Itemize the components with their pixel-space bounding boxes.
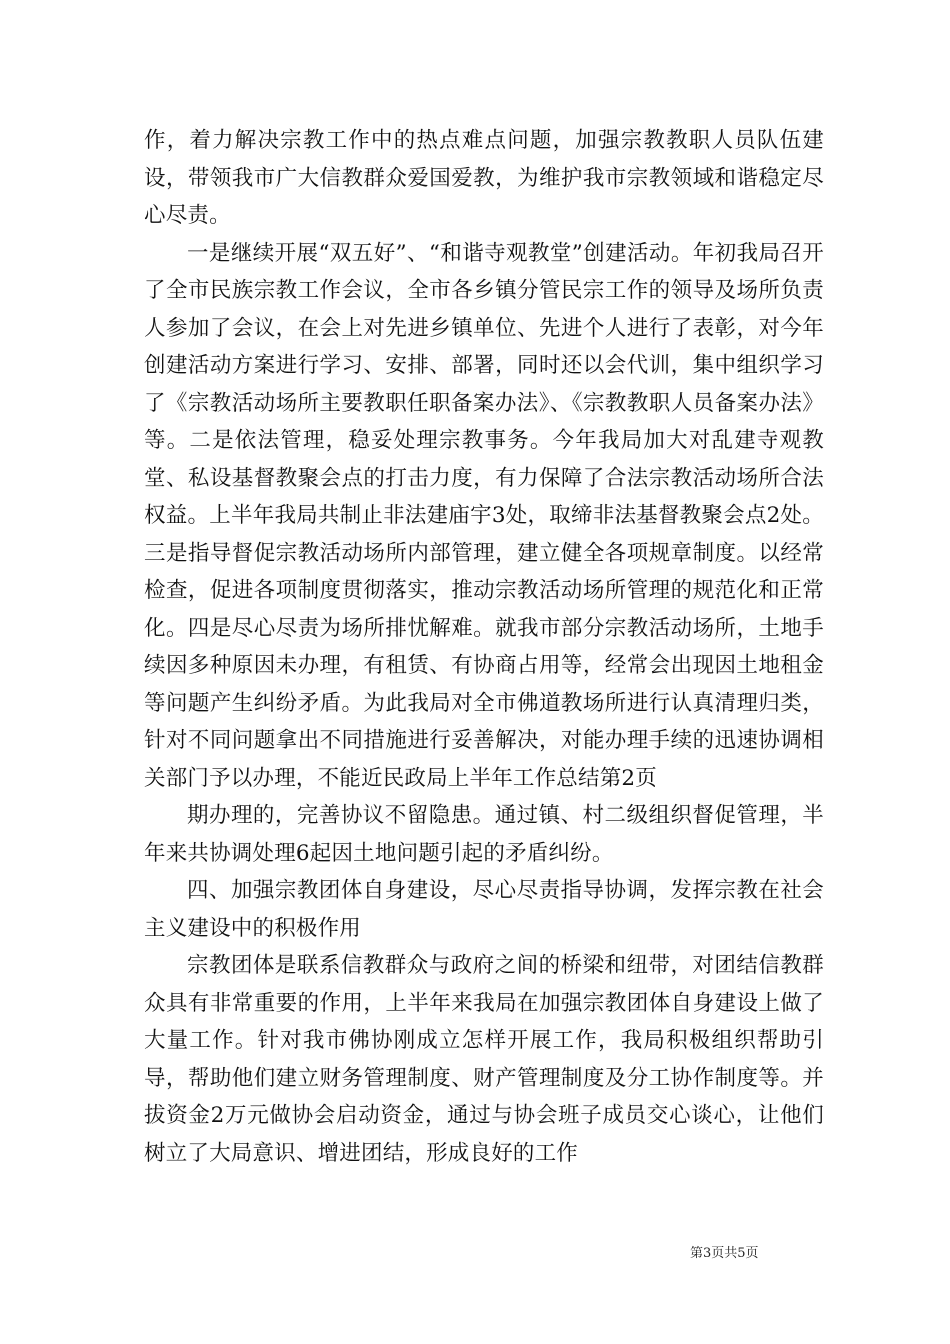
page-number-footer: 第3页共5页 bbox=[690, 1246, 759, 1261]
paragraph-activities: 一是继续开展“双五好”、“和谐寺观教堂”创建活动。年初我局召开了全市民族宗教工作会议，全市各乡镇分管民宗工作的领导及场所负责人参加了会议，在会上对先进乡镇单位、先进个人进行了表彰，对今年创建活动方案进行学习、安排、部署，同时还以会代训，集中组织学习了《宗教活动场所主要教职任职备案办法》、《宗教教职人员备案办法》等。二是依法管理，稳妥处理宗教事务。今年我局加大对乱建寺观教堂、私设基督教聚会点的打击力度，有力保障了合法宗教活动场所合法权益。上半年我局共制止非法建庙宇3处，取缔非法基督教聚会点2处。三是指导督促宗教活动场所内部管理，建立健全各项规章制度。以经常检查，促进各项制度贯彻落实，推动宗教活动场所管理的规范化和正常化。四是尽心尽责为场所排忧解难。就我市部分宗教活动场所，土地手续因多种原因未办理，有租赁、有协商占用等，经常会出现因土地租金等问题产生纠纷矛盾。为此我局对全市佛道教场所进行认真清理归类，针对不同问题拿出不同措施进行妥善解决，对能办理手续的迅速协调相关部门予以办理，不能近民政局上半年工作总结第2页 bbox=[144, 240, 824, 791]
section-heading-religious-groups: 四、加强宗教团体自身建设，尽心尽责指导协调，发挥宗教在社会主义建设中的积极作用 bbox=[144, 878, 824, 941]
paragraph-continuation: 作，着力解决宗教工作中的热点难点问题，加强宗教教职人员队伍建设，带领我市广大信教群众爱国爱教，为维护我市宗教领域和谐稳定尽心尽责。 bbox=[144, 128, 824, 228]
paragraph-land-disputes: 期办理的，完善协议不留隐患。通过镇、村二级组织督促管理，半年来共协调处理6起因土地问题引起的矛盾纠纷。 bbox=[144, 803, 824, 866]
document-body bbox=[144, 122, 824, 1172]
paragraph-religious-groups: 宗教团体是联系信教群众与政府之间的桥梁和纽带，对团结信教群众具有非常重要的作用，上半年来我局在加强宗教团体自身建设上做了大量工作。针对我市佛协刚成立怎样开展工作，我局积极组织帮助引导，帮助他们建立财务管理制度、财产管理制度及分工协作制度等。并拔资金2万元做协会启动资金，通过与协会班子成员交心谈心，让他们树立了大局意识、增进团结，形成良好的工作 bbox=[144, 953, 824, 1166]
